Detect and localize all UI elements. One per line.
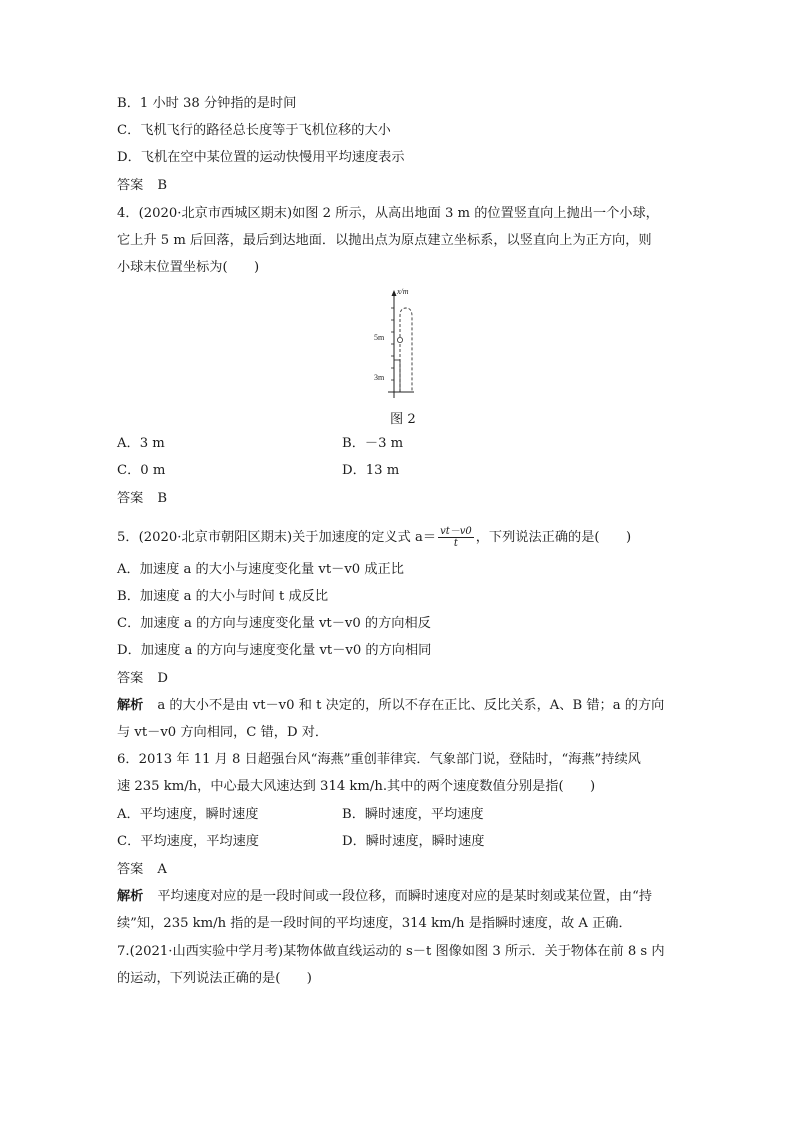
jiexi-label: 解析 [117, 889, 144, 904]
q6-option-d: D．瞬时速度，瞬时速度 [342, 834, 485, 849]
q4-stem-line3: 小球末位置坐标为( ) [117, 260, 260, 275]
q6-option-a: A．平均速度，瞬时速度 [117, 807, 259, 822]
q5-option-a: A．加速度 a 的大小与速度变化量 vt－v0 成正比 [117, 562, 404, 577]
q6-stem-line1: 6．2013 年 11 月 8 日超强台风“海燕”重创菲律宾．气象部门说，登陆时，“海燕”持续风 [117, 752, 641, 767]
figure-axis-label: x/m [397, 288, 409, 296]
fraction-numerator: vt－v0 [440, 526, 472, 537]
q3-option-c: C．飞机飞行的路径总长度等于飞机位移的大小 [117, 123, 391, 138]
q5-stem [117, 526, 631, 549]
answer-value: B [157, 178, 168, 193]
q3-answer [117, 177, 167, 195]
q4-figure-diagram [370, 288, 430, 398]
q4-option-c: C．0 m [117, 463, 166, 478]
q6-jiexi-line1 [117, 888, 652, 906]
jiexi-text: a 的大小不是由 vt－v0 和 t 决定的，所以不存在正比、反比关系，A、B 错；a 的方向 [157, 698, 665, 713]
answer-label: 答案 [117, 862, 144, 877]
q5-stem-pre: 5．(2020·北京市朝阳区期末)关于加速度的定义式 a＝ [117, 530, 437, 545]
q5-option-d: D．加速度 a 的方向与速度变化量 vt－v0 的方向相同 [117, 643, 432, 658]
q4-stem-line1: 4．(2020·北京市西城区期末)如图 2 所示，从高出地面 3 m 的位置竖直向上抛出一个小球， [117, 206, 659, 221]
q4-figure-caption: 图 2 [390, 412, 416, 427]
q7-stem-line1: 7.(2021·山西实验中学月考)某物体做直线运动的 s－t 图像如图 3 所示．关于物体在前 8 s 内 [117, 944, 665, 959]
q4-option-b: B．－3 m [342, 436, 404, 451]
answer-label: 答案 [117, 178, 144, 193]
q5-formula-fraction [438, 526, 474, 549]
q6-answer [117, 861, 167, 879]
q3-option-b: B．1 小时 38 分钟指的是时间 [117, 96, 297, 111]
q4-answer [117, 490, 167, 508]
q6-option-b: B．瞬时速度，平均速度 [342, 807, 484, 822]
q5-answer [117, 670, 168, 688]
answer-value: A [157, 862, 167, 877]
answer-label: 答案 [117, 671, 144, 686]
q4-option-d: D．13 m [342, 463, 400, 478]
q5-option-b: B．加速度 a 的大小与时间 t 成反比 [117, 589, 329, 604]
jiexi-label: 解析 [117, 698, 144, 713]
fraction-denominator: t [453, 538, 458, 549]
q6-stem-line2: 速 235 km/h，中心最大风速达到 314 km/h.其中的两个速度数值分别是指( ) [117, 779, 596, 794]
q7-stem-line2: 的运动，下列说法正确的是( ) [117, 971, 312, 986]
figure-label-5m: 5m [374, 333, 385, 342]
jiexi-text: 平均速度对应的是一段时间或一段位移，而瞬时速度对应的是某时刻或某位置，由“持 [157, 889, 653, 904]
q6-option-c: C．平均速度，平均速度 [117, 834, 259, 849]
q5-option-c: C．加速度 a 的方向与速度变化量 vt－v0 的方向相反 [117, 616, 431, 631]
q5-jiexi-line2: 与 vt－v0 方向相同，C 错，D 对． [117, 725, 329, 740]
answer-value: D [157, 671, 168, 686]
q6-jiexi-line2: 续”知，235 km/h 指的是一段时间的平均速度，314 km/h 是指瞬时速度，故 A 正确． [117, 916, 632, 931]
answer-label: 答案 [117, 491, 144, 506]
q4-stem-line2: 它上升 5 m 后回落，最后到达地面．以抛出点为原点建立坐标系，以竖直向上为正方向，则 [117, 233, 652, 248]
figure-label-3m: 3m [374, 373, 385, 382]
q3-option-d: D．飞机在空中某位置的运动快慢用平均速度表示 [117, 150, 405, 165]
q4-option-a: A．3 m [117, 436, 165, 451]
q5-jiexi-line1 [117, 697, 664, 715]
q5-stem-post: ，下列说法正确的是( ) [475, 530, 632, 545]
answer-value: B [157, 491, 168, 506]
